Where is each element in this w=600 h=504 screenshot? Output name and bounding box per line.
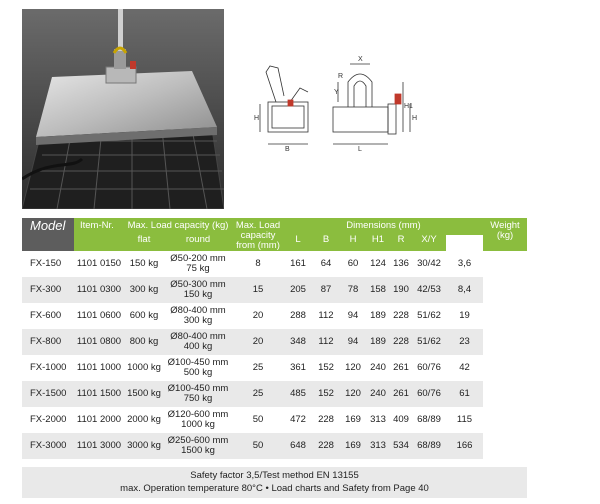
- cell-round-diameter: Ø120-600 mm: [167, 408, 229, 420]
- table-footnote: [22, 467, 527, 498]
- cell-h1: 313: [370, 413, 386, 425]
- cell-round: [164, 329, 232, 355]
- cell-xy: 68/89: [417, 413, 441, 425]
- cell-round: [164, 355, 232, 381]
- dim-h1-label: H1: [404, 103, 413, 110]
- cell-round-diameter: Ø250-600 mm: [167, 434, 229, 446]
- dim-h-label-2: H: [412, 115, 418, 122]
- cell-item: 1101 2000: [76, 413, 122, 425]
- cell-r: 228: [393, 335, 409, 347]
- cell-round-load: 500 kg: [183, 367, 213, 378]
- cell-l: 472: [290, 413, 306, 425]
- cell-round: [164, 407, 232, 433]
- col-item-nr: Item-Nr.: [74, 218, 124, 251]
- cell-l: 485: [290, 387, 306, 399]
- cell-xy: 30/42: [417, 257, 441, 269]
- cell-round-load: 750 kg: [183, 393, 213, 404]
- cell-xy: 68/89: [417, 439, 441, 451]
- footnote-line1: Safety factor 3,5/Test method EN 13155: [190, 470, 359, 481]
- cell-h1: 189: [370, 335, 386, 347]
- cell-b: 87: [320, 283, 332, 295]
- weight-line2: (kg): [496, 230, 514, 241]
- col-weight: [483, 218, 527, 251]
- cell-xy: 51/62: [417, 309, 441, 321]
- cell-item: 1101 0150: [76, 257, 122, 269]
- cell-model: FX-800: [30, 335, 62, 347]
- cell-model: FX-1000: [30, 361, 67, 373]
- cell-h: 120: [345, 361, 361, 373]
- col-l: L: [284, 235, 312, 252]
- cell-l: 361: [290, 361, 306, 373]
- cell-flat: 1000 kg: [127, 361, 161, 373]
- col-dimensions: Dimensions (mm): [284, 218, 483, 235]
- cell-flat: 3000 kg: [127, 439, 161, 451]
- cell-from: 15: [252, 283, 264, 295]
- cell-round-diameter: Ø80-400 mm: [170, 304, 226, 316]
- cell-round-load: 400 kg: [183, 341, 213, 352]
- col-xy: X/Y: [412, 235, 446, 252]
- cell-flat: 800 kg: [129, 335, 159, 347]
- cell-r: 228: [393, 309, 409, 321]
- cell-from: 50: [252, 413, 264, 425]
- col-max-load-capacity: [232, 218, 284, 251]
- cell-item: 1101 0800: [76, 335, 122, 347]
- cell-xy: 42/53: [417, 283, 441, 295]
- cell-r: 261: [393, 387, 409, 399]
- dim-r-label: R: [338, 73, 344, 80]
- cell-round-load: 75 kg: [186, 263, 210, 274]
- cell-r: 409: [393, 413, 409, 425]
- cell-flat: 600 kg: [129, 309, 159, 321]
- cell-model: FX-2000: [30, 413, 67, 425]
- cell-h1: 313: [370, 439, 386, 451]
- cell-h: 120: [345, 387, 361, 399]
- cell-b: 228: [318, 439, 334, 451]
- col-h1: H1: [366, 235, 390, 252]
- cell-l: 348: [290, 335, 306, 347]
- table-row: [22, 251, 527, 277]
- cell-xy: 60/76: [417, 387, 441, 399]
- table-row: [22, 329, 527, 355]
- cell-l: 648: [290, 439, 306, 451]
- cell-from: 25: [252, 361, 264, 373]
- cell-item: 1101 0300: [76, 283, 122, 295]
- dim-b-label: B: [285, 146, 290, 152]
- cell-round-diameter: Ø50-200 mm: [170, 252, 226, 264]
- cell-item: 1101 1500: [76, 387, 122, 399]
- spec-table: [22, 218, 527, 459]
- dim-h-label: H: [254, 115, 260, 122]
- cell-flat: 2000 kg: [127, 413, 161, 425]
- product-photo: [22, 9, 224, 209]
- cell-round: [164, 251, 232, 277]
- cell-weight: 166: [456, 439, 473, 451]
- cell-weight: 19: [459, 309, 470, 321]
- cell-h1: 240: [370, 387, 386, 399]
- cell-item: 1101 3000: [76, 439, 122, 451]
- cell-flat: 1500 kg: [127, 387, 161, 399]
- technical-drawing: [238, 52, 418, 152]
- cell-h: 78: [347, 283, 359, 295]
- cell-r: 534: [393, 439, 409, 451]
- cell-b: 112: [318, 309, 334, 321]
- cell-weight: 115: [456, 413, 473, 425]
- cell-model: FX-3000: [30, 439, 67, 451]
- cell-from: 8: [255, 257, 261, 269]
- table-row: [22, 407, 527, 433]
- cell-round-load: 150 kg: [183, 289, 213, 300]
- cell-round: [164, 433, 232, 459]
- max-load-cap-line2: capacity: [240, 230, 276, 241]
- cell-r: 136: [393, 257, 409, 269]
- cell-h: 94: [347, 335, 359, 347]
- cell-h1: 158: [370, 283, 386, 295]
- col-r: R: [390, 235, 412, 252]
- cell-round-diameter: Ø100-450 mm: [167, 356, 229, 368]
- weight-line1: Weight: [490, 220, 520, 231]
- cell-h: 169: [345, 413, 361, 425]
- cell-round: [164, 303, 232, 329]
- cell-h: 94: [347, 309, 359, 321]
- cell-xy: 51/62: [417, 335, 441, 347]
- cell-round-load: 300 kg: [183, 315, 213, 326]
- footnote-line2: max. Operation temperature 80°C • Load charts and Safety from Page 40: [120, 483, 429, 494]
- cell-h1: 189: [370, 309, 386, 321]
- col-h: H: [340, 235, 366, 252]
- cell-from: 20: [252, 335, 264, 347]
- cell-l: 205: [290, 283, 306, 295]
- cell-model: FX-600: [30, 309, 62, 321]
- cell-round-diameter: Ø80-400 mm: [170, 330, 226, 342]
- max-load-cap-line3: from (mm): [236, 240, 280, 251]
- col-round: round: [164, 235, 232, 252]
- cell-model: FX-150: [30, 257, 62, 269]
- cell-round: [164, 277, 232, 303]
- table-row: [22, 277, 527, 303]
- cell-l: 161: [290, 257, 306, 269]
- cell-h1: 124: [370, 257, 386, 269]
- cell-model: FX-1500: [30, 387, 67, 399]
- table-row: [22, 355, 527, 381]
- cell-model: FX-300: [30, 283, 62, 295]
- cell-round-load: 1000 kg: [181, 419, 215, 430]
- cell-r: 190: [393, 283, 409, 295]
- table-row: [22, 433, 527, 459]
- max-load-cap-line1: Max. Load: [235, 220, 281, 231]
- col-max-load: Max. Load capacity (kg): [124, 218, 232, 235]
- cell-round-diameter: Ø50-300 mm: [170, 278, 226, 290]
- cell-b: 112: [318, 335, 334, 347]
- cell-from: 50: [252, 439, 264, 451]
- table-header-row: [22, 218, 527, 235]
- cell-flat: 300 kg: [129, 283, 159, 295]
- cell-round-load: 1500 kg: [181, 445, 215, 456]
- cell-flat: 150 kg: [129, 257, 159, 269]
- cell-weight: 61: [459, 387, 470, 399]
- cell-round-diameter: Ø100-450 mm: [167, 382, 229, 394]
- cell-b: 152: [318, 361, 334, 373]
- cell-xy: 60/76: [417, 361, 441, 373]
- cell-weight: 42: [459, 361, 470, 373]
- cell-l: 288: [290, 309, 306, 321]
- cell-h: 169: [345, 439, 361, 451]
- cell-b: 64: [320, 257, 332, 269]
- table-row: [22, 303, 527, 329]
- cell-h1: 240: [370, 361, 386, 373]
- cell-round: [164, 381, 232, 407]
- cell-r: 261: [393, 361, 409, 373]
- cell-item: 1101 1000: [76, 361, 122, 373]
- col-flat: flat: [124, 235, 164, 252]
- cell-b: 152: [318, 387, 334, 399]
- table-row: [22, 381, 527, 407]
- cell-weight: 3,6: [457, 257, 472, 269]
- cell-h: 60: [347, 257, 359, 269]
- cell-weight: 8,4: [457, 283, 472, 295]
- dim-y-label: Y: [334, 89, 339, 96]
- cell-from: 20: [252, 309, 264, 321]
- dim-l-label: L: [358, 146, 362, 152]
- cell-b: 228: [318, 413, 334, 425]
- cell-from: 25: [252, 387, 264, 399]
- dim-x-label: X: [358, 56, 363, 63]
- cell-item: 1101 0600: [76, 309, 122, 321]
- col-b: B: [312, 235, 340, 252]
- cell-weight: 23: [459, 335, 470, 347]
- col-model: Model: [22, 218, 74, 251]
